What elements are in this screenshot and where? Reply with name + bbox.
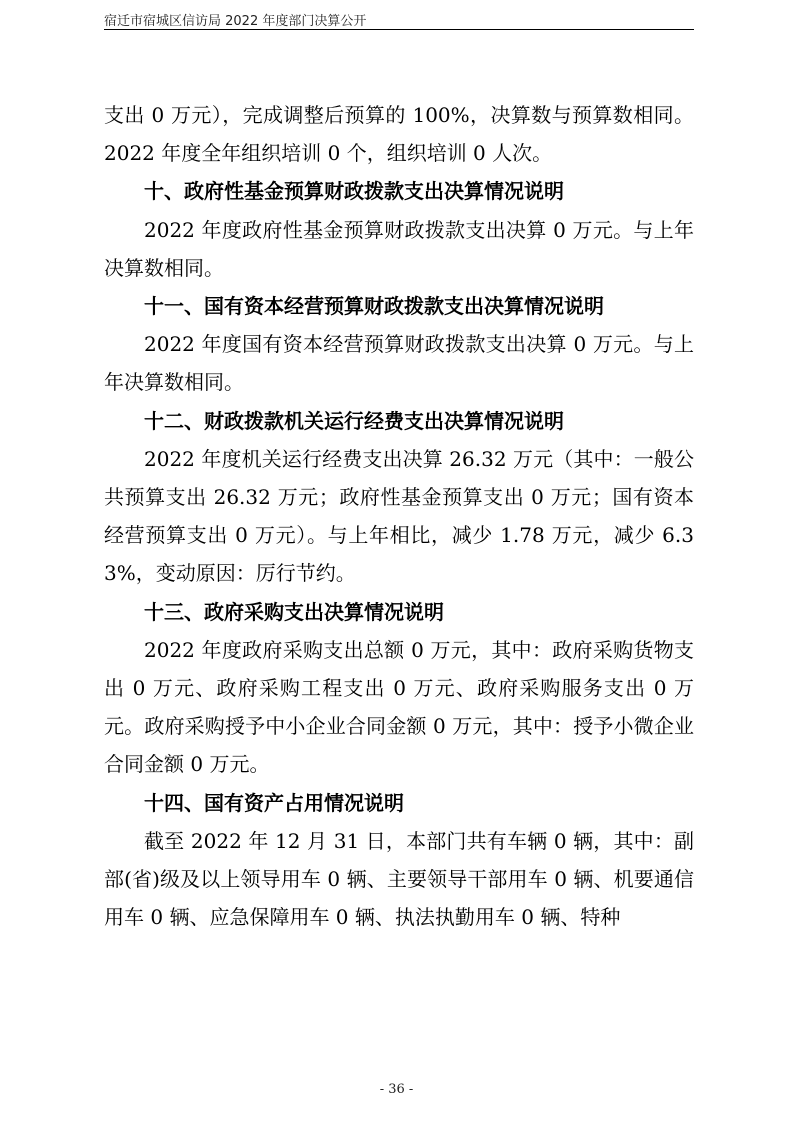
body-paragraph: 2022 年度政府采购支出总额 0 万元，其中：政府采购货物支出 0 万元、政府采购工程支出 0 万元、政府采购服务支出 0 万元。政府采购授予中小企业合同金额 0 万元，其中：授予小微企业合同金额 0 万元。 <box>104 637 694 777</box>
section-heading: 十四、国有资产占用情况说明 <box>144 790 404 815</box>
body-paragraph: 2022 年度国有资本经营预算财政拨款支出决算 0 万元。与上年决算数相同。 <box>104 332 694 395</box>
section-heading: 十三、政府采购支出决算情况说明 <box>144 599 444 624</box>
body-paragraph: 2022 年度政府性基金预算财政拨款支出决算 0 万元。与上年决算数相同。 <box>104 217 694 280</box>
section-heading: 十一、国有资本经营预算财政拨款支出决算情况说明 <box>144 294 604 319</box>
running-header: 宿迁市宿城区信访局 2022 年度部门决算公开 <box>104 14 367 29</box>
page-number: - 36 - <box>379 1082 414 1097</box>
header-rule <box>104 29 694 30</box>
document-body <box>104 96 694 936</box>
section-heading: 十二、财政拨款机关运行经费支出决算情况说明 <box>144 408 564 433</box>
body-paragraph: 截至 2022 年 12 月 31 日，本部门共有车辆 0 辆，其中：副部(省)级及以上领导用车 0 辆、主要领导干部用车 0 辆、机要通信用车 0 辆、应急保障用车 0 辆、执法执勤用车 0 辆、特种 <box>104 828 694 930</box>
body-paragraph: 2022 年度机关运行经费支出决算 26.32 万元（其中：一般公共预算支出 26.32 万元；政府性基金预算支出 0 万元；国有资本经营预算支出 0 万元）。与上年相比，减少 1.78 万元，减少 6.33%，变动原因：厉行节约。 <box>104 446 694 586</box>
body-paragraph: 支出 0 万元），完成调整后预算的 100%，决算数与预算数相同。2022 年度全年组织培训 0 个，组织培训 0 人次。 <box>104 103 694 166</box>
section-heading: 十、政府性基金预算财政拨款支出决算情况说明 <box>144 179 564 204</box>
